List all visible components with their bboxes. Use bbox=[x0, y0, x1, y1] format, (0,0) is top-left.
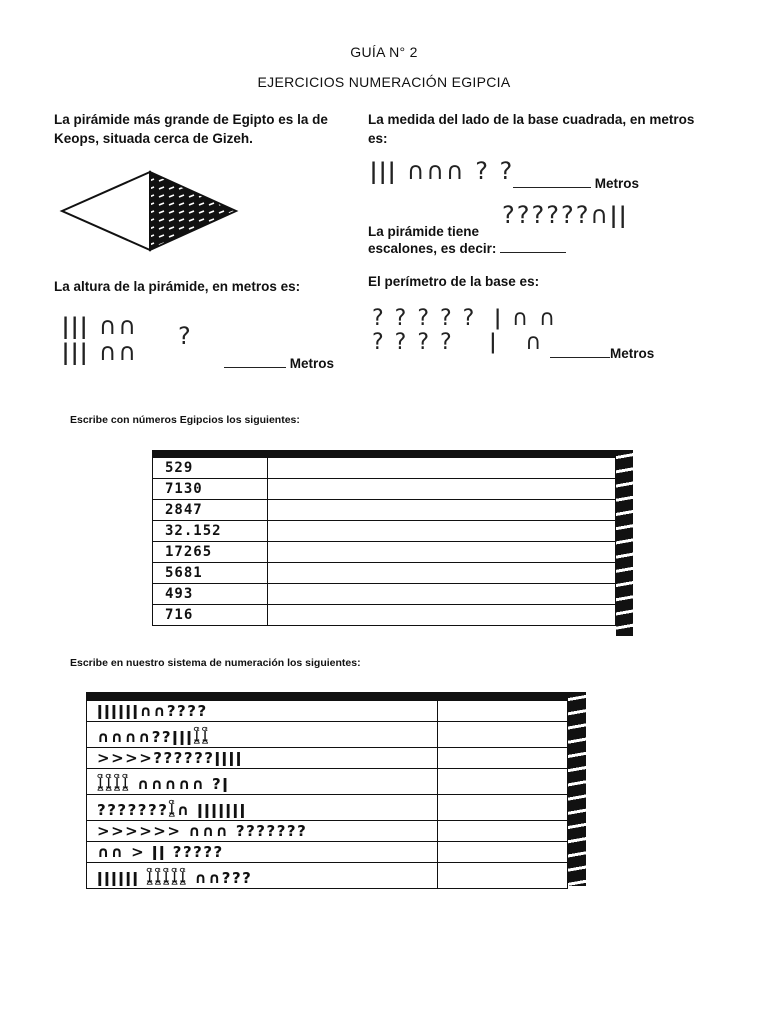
decimal-number: 5681 bbox=[165, 565, 203, 581]
decimal-answer-cell[interactable] bbox=[438, 821, 568, 842]
perimeter-unit: Metros bbox=[610, 346, 655, 361]
egyptian-number: ǀǀǀǀǀǀ 𓆼𓆼𓆼𓆼𓆼 ∩∩??? bbox=[97, 869, 253, 887]
decimal-answer-cell[interactable] bbox=[438, 722, 568, 748]
page-title: GUÍA N° 2 bbox=[350, 44, 418, 60]
hieroglyph-cell bbox=[87, 842, 438, 863]
table-row bbox=[87, 701, 568, 722]
height-hieroglyph-hundred: ? bbox=[178, 322, 193, 350]
pyramid-shaded-face bbox=[150, 172, 236, 250]
number-cell bbox=[153, 521, 268, 542]
table-row bbox=[87, 842, 568, 863]
height-hieroglyphs-row2: ǀǀǀ ∩∩ bbox=[62, 338, 138, 366]
perimeter-answer-line[interactable] bbox=[550, 357, 610, 358]
steps-answer-line[interactable] bbox=[500, 252, 566, 253]
egyptian-answer-cell[interactable] bbox=[268, 542, 616, 563]
number-cell bbox=[153, 605, 268, 626]
decimal-answer-cell[interactable] bbox=[438, 863, 568, 889]
decimal-answer-cell[interactable] bbox=[438, 748, 568, 769]
table2-side-shadow bbox=[568, 692, 586, 886]
table-to-egyptian bbox=[152, 457, 616, 626]
base-side-unit: Metros bbox=[594, 176, 640, 191]
number-cell bbox=[153, 542, 268, 563]
question-steps-line2: escalones, es decir: bbox=[368, 241, 497, 256]
number-cell bbox=[153, 458, 268, 479]
decimal-number: 7130 bbox=[165, 481, 203, 497]
egyptian-answer-cell[interactable] bbox=[268, 479, 616, 500]
perimeter-hieroglyphs-row2: ? ? ? ? ǀ ∩ bbox=[372, 330, 544, 355]
hieroglyph-cell bbox=[87, 821, 438, 842]
hieroglyph-cell bbox=[87, 795, 438, 821]
table-to-decimal bbox=[86, 700, 568, 889]
decimal-number: 2847 bbox=[165, 502, 203, 518]
decimal-answer-cell[interactable] bbox=[438, 842, 568, 863]
number-cell bbox=[153, 500, 268, 521]
table-row bbox=[153, 458, 616, 479]
egyptian-number: ǀǀǀǀǀǀ∩∩???? bbox=[97, 701, 208, 720]
table-row bbox=[87, 748, 568, 769]
number-cell bbox=[153, 479, 268, 500]
question-base-side: La medida del lado de la base cuadrada, en metros es: bbox=[368, 112, 695, 146]
number-cell bbox=[153, 584, 268, 605]
hieroglyph-cell bbox=[87, 748, 438, 769]
height-unit: Metros bbox=[289, 356, 335, 371]
egyptian-answer-cell[interactable] bbox=[268, 458, 616, 479]
page-subtitle: EJERCICIOS NUMERACIÓN EGIPCIA bbox=[257, 74, 511, 90]
height-answer bbox=[224, 356, 334, 371]
egyptian-answer-cell[interactable] bbox=[268, 500, 616, 521]
egyptian-answer-cell[interactable] bbox=[268, 584, 616, 605]
exercise1-instruction: Escribe con números Egipcios los siguientes: bbox=[70, 414, 300, 426]
perimeter-answer bbox=[550, 346, 654, 361]
question-height: La altura de la pirámide, en metros es: bbox=[54, 279, 301, 294]
base-side-hieroglyphs: ǀǀǀ ∩∩∩ ? ? bbox=[370, 157, 515, 185]
question-pyramid-intro: La pirámide más grande de Egipto es la de Keops, situada cerca de Gizeh. bbox=[54, 112, 328, 146]
egyptian-answer-cell[interactable] bbox=[268, 563, 616, 584]
height-hieroglyphs-row1: ǀǀǀ ∩∩ bbox=[62, 312, 138, 340]
table-row bbox=[87, 795, 568, 821]
decimal-number: 529 bbox=[165, 460, 194, 476]
decimal-number: 17265 bbox=[165, 544, 213, 560]
hieroglyph-cell bbox=[87, 701, 438, 722]
decimal-number: 716 bbox=[165, 607, 194, 623]
table-row bbox=[87, 821, 568, 842]
table-row bbox=[153, 563, 616, 584]
pyramid-light-face bbox=[62, 172, 150, 250]
pyramid-drawing bbox=[58, 168, 240, 254]
steps-answer bbox=[368, 241, 566, 256]
table-row bbox=[87, 863, 568, 889]
hieroglyph-cell bbox=[87, 863, 438, 889]
egyptian-answer-cell[interactable] bbox=[268, 521, 616, 542]
table-row bbox=[153, 584, 616, 605]
egyptian-number: ∩∩ > ǀǀ ????? bbox=[97, 842, 224, 861]
table1-side-shadow bbox=[616, 450, 633, 636]
hieroglyph-cell bbox=[87, 722, 438, 748]
egyptian-number: 𓆼𓆼𓆼𓆼 ∩∩∩∩∩ ?ǀ bbox=[97, 775, 230, 793]
decimal-number: 493 bbox=[165, 586, 194, 602]
table-row bbox=[87, 722, 568, 748]
egyptian-number: ???????𓆼∩ ǀǀǀǀǀǀǀ bbox=[97, 801, 247, 819]
steps-hieroglyphs: ??????∩ǀǀ bbox=[502, 201, 629, 229]
base-side-answer bbox=[513, 176, 639, 191]
egyptian-number: ∩∩∩∩??ǀǀǀ𓆼𓆼 bbox=[97, 728, 210, 746]
decimal-number: 32.152 bbox=[165, 523, 222, 539]
egyptian-answer-cell[interactable] bbox=[268, 605, 616, 626]
table-row bbox=[153, 521, 616, 542]
table1-top-shadow bbox=[152, 450, 632, 457]
base-side-answer-line[interactable] bbox=[513, 187, 591, 188]
table-row bbox=[87, 769, 568, 795]
hieroglyph-cell bbox=[87, 769, 438, 795]
decimal-answer-cell[interactable] bbox=[438, 701, 568, 722]
table-row bbox=[153, 605, 616, 626]
exercise2-instruction: Escribe en nuestro sistema de numeración los siguientes: bbox=[70, 657, 361, 669]
height-answer-line[interactable] bbox=[224, 367, 286, 368]
table-row bbox=[153, 479, 616, 500]
egyptian-number: >>>>>> ∩∩∩ ??????? bbox=[97, 821, 308, 840]
question-perimeter: El perímetro de la base es: bbox=[368, 274, 540, 289]
egyptian-number: >>>>??????ǀǀǀǀ bbox=[97, 748, 243, 767]
table2-top-shadow bbox=[86, 692, 586, 700]
number-cell bbox=[153, 563, 268, 584]
question-steps-line1: La pirámide tiene bbox=[368, 224, 480, 239]
table-row bbox=[153, 542, 616, 563]
decimal-answer-cell[interactable] bbox=[438, 795, 568, 821]
decimal-answer-cell[interactable] bbox=[438, 769, 568, 795]
table-row bbox=[153, 500, 616, 521]
perimeter-hieroglyphs-row1: ? ? ? ? ? ǀ ∩ ∩ bbox=[372, 306, 558, 331]
